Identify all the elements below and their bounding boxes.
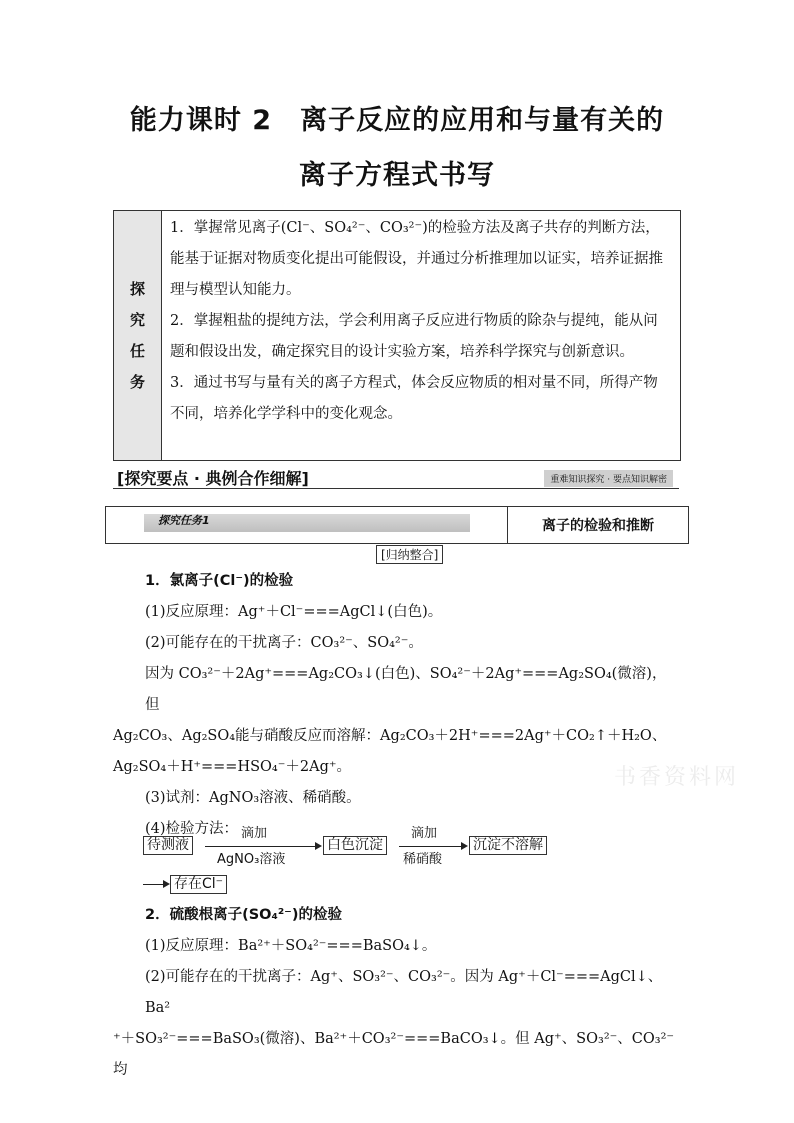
- explore-tag: 重难知识探究 · 要点知识解密: [544, 470, 673, 487]
- flow-step-start: 待测液: [143, 836, 193, 855]
- test-flowchart: [143, 822, 603, 866]
- objective-item: 2．掌握粗盐的提纯方法，学会利用离子反应进行物质的除杂与提纯，能从问题和假设出发，确定探究目的设计实验方案，培养科学探究与创新意识。: [170, 313, 658, 360]
- explore-header: [113, 466, 679, 488]
- paragraph: (3)试剂：AgNO₃溶液、稀硝酸。: [145, 790, 361, 806]
- flow-arrow1-line: [205, 846, 315, 847]
- paragraph: (4)检验方法：: [145, 821, 239, 837]
- arrow-icon: [163, 880, 170, 888]
- flow-step-end: 沉淀不溶解: [469, 836, 547, 855]
- paragraph: (1)反应原理：Ba²⁺＋SO₄²⁻===BaSO₄↓。: [145, 938, 437, 954]
- task-box: [105, 506, 689, 544]
- label-char: 探: [129, 279, 145, 298]
- task-ribbon-cell: [106, 507, 508, 543]
- section-heading: 1．氯离子(Cl⁻)的检验: [145, 573, 294, 589]
- paragraph: ⁺＋SO₃²⁻===BaSO₃(微溶)、Ba²⁺＋CO₃²⁻===BaCO₃↓。但 Ag⁺、SO₃²⁻、CO₃²⁻均: [113, 1031, 675, 1078]
- flow-arrow1-label-top: 滴加: [241, 826, 268, 841]
- paragraph: 因为 CO₃²⁻＋2Ag⁺===Ag₂CO₃↓(白色)、SO₄²⁻＋2Ag⁺===Ag₂SO₄(微溶)，但: [145, 666, 667, 713]
- label-char: 务: [129, 372, 145, 391]
- paragraph: Ag₂SO₄＋H⁺===HSO₄⁻＋2Ag⁺。: [113, 759, 352, 775]
- objectives-body: [162, 211, 680, 460]
- paragraph: Ag₂CO₃、Ag₂SO₄能与硝酸反应而溶解：Ag₂CO₃＋2H⁺===2Ag⁺＋CO₂↑＋H₂O、: [113, 728, 667, 744]
- paragraph: (2)可能存在的干扰离子：CO₃²⁻、SO₄²⁻。: [145, 635, 423, 651]
- objective-item: 3．通过书写与量有关的离子方程式，体会反应物质的相对量不同，所得产物不同，培养化学学科中的变化观念。: [170, 375, 658, 422]
- task-topic: 离子的检验和推断: [542, 518, 654, 534]
- objectives-table: [113, 210, 681, 461]
- flow-arrow2-line: [399, 846, 461, 847]
- flow-result-row: [143, 874, 243, 894]
- content-section-2: [113, 900, 679, 1086]
- objective-item: 1．掌握常见离子(Cl⁻、SO₄²⁻、CO₃²⁻)的检验方法及离子共存的判断方法，能基于证据对物质变化提出可能假设，并通过分析推理加以证实，培养证据推理与模型认知能力。: [170, 220, 663, 298]
- section-heading: 2．硫酸根离子(SO₄²⁻)的检验: [145, 907, 342, 923]
- content-section: [113, 566, 679, 845]
- page-title-line1: 能力课时 2 离子反应的应用和与量有关的: [129, 105, 665, 136]
- arrow-icon: [461, 842, 468, 850]
- arrow-icon: [315, 842, 322, 850]
- label-char: 任: [129, 341, 145, 360]
- paragraph: (2)可能存在的干扰离子：Ag⁺、SO₃²⁻、CO₃²⁻。因为 Ag⁺＋Cl⁻===AgCl↓、Ba²: [145, 969, 663, 1016]
- paragraph: (1)反应原理：Ag⁺＋Cl⁻===AgCl↓(白色)。: [145, 604, 443, 620]
- summary-tag: [归纳整合]: [376, 545, 443, 564]
- flow-arrow2-label-bottom: 稀硝酸: [403, 852, 443, 867]
- flow-step-precipitate: 白色沉淀: [323, 836, 387, 855]
- watermark: 书香资料网: [614, 765, 740, 790]
- divider: [113, 488, 679, 489]
- flow-step-result: 存在Cl⁻: [170, 875, 227, 894]
- page-title-line2: 离子方程式书写: [299, 160, 495, 191]
- label-char: 究: [129, 310, 145, 329]
- objectives-label: [114, 211, 162, 460]
- flow-arrow3-line: [143, 884, 163, 885]
- flow-arrow2-label-top: 滴加: [411, 826, 438, 841]
- task-ribbon-label: 探究任务1: [158, 514, 210, 527]
- flow-arrow1-label-bottom: AgNO₃溶液: [217, 852, 286, 867]
- explore-title: [探究要点 · 典例合作细解]: [117, 469, 309, 488]
